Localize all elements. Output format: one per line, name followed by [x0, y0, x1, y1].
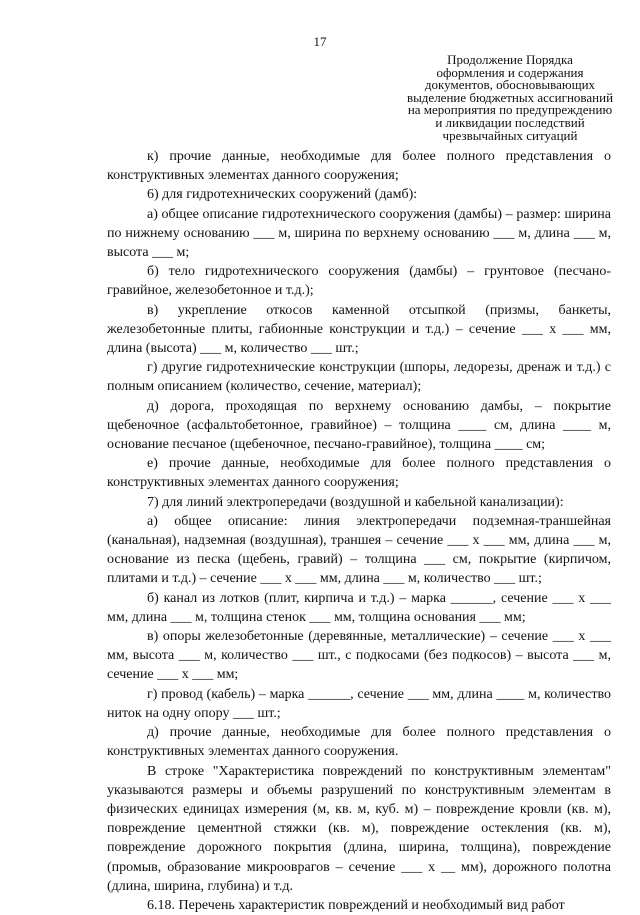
paragraph: В строке "Характеристика повреждений по конструктивным элементам" указываются размеры и объемы разрушений по конструктивным элементам в физических единицах измерения (м, кв. м, куб. м) – повреждение кровли (кв. м), повреждение цементной стяжки (кв. м), повреждение остекления (кв. м), повреждение дорожного покрытия (длина, ширина, толщина), повреждение (промыв, образование микрооврагов – сечение ___ х __ мм), дорожного полотна (длина, ширина, глубина) и т.д. [107, 763, 611, 894]
header-line: оформления и содержания [436, 64, 584, 80]
paragraph: б) канал из лотков (плит, кирпича и т.д.) – марка ______, сечение ___ х ___ мм, длина ___ м, толщина стенок ___ мм, толщина основания ___ мм; [107, 590, 611, 625]
header-line: и ликвидации последствий [435, 114, 585, 130]
page-number: 17 [313, 34, 327, 49]
paragraph: г) другие гидротехнические конструкции (шпоры, ледорезы, дренаж и т.д.) с полным описанием (количество, сечение, материал); [107, 360, 611, 395]
paragraph: а) общее описание: линия электропередачи подземная-траншейная (канальная), надземная (воздушная), траншея – сечение ___ х ___ мм, длина ___ м, основание из песка (щебень, гравий) – толщина ___ см, покрытие (кирпичом, плитами и т.д.) – сечение ___ х ___ мм, длина ___ м, количество ___ шт.; [107, 513, 611, 587]
paragraph: в) укрепление откосов каменной отсыпкой (призмы, банкеты, железобетонные плиты, габионные конструкции и т.д.) – сечение ___ х ___ мм, длина (высота) ___ м, количество ___ шт.; [107, 302, 611, 357]
paragraph: г) провод (кабель) – марка ______, сечение ___ мм, длина ____ м, количество ниток на одну опору ___ шт.; [107, 686, 611, 721]
paragraph: д) прочие данные, необходимые для более полного представления о конструктивных элементах данного сооружения. [107, 725, 611, 760]
paragraph: к) прочие данные, необходимые для более полного представления о конструктивных элементах данного сооружения; [107, 149, 611, 184]
header-line: документов, обосновывающих [424, 77, 596, 93]
paragraph: а) общее описание гидротехнического сооружения (дамбы) – размер: ширина по нижнему основанию ___ м, ширина по верхнему основанию ___ м, длина ___ м, высота ___ м; [107, 206, 611, 261]
paragraph: е) прочие данные, необходимые для более полного представления о конструктивных элементах данного сооружения; [107, 456, 611, 491]
paragraph: в) опоры железобетонные (деревянные, металлические) – сечение ___ х ___ мм, высота ___ м, количество ___ шт., с подкосами (без подкосов) – высота ___ м, сечение ___ х ___ мм; [107, 629, 611, 683]
document-header [392, 54, 628, 142]
paragraph: 7) для линий электропередачи (воздушной и кабельной канализации): [147, 494, 564, 510]
paragraph: д) дорога, проходящая по верхнему основанию дамбы, – покрытие щебеночное (асфальтобетонное, гравийное) – толщина ____ см, длина ____ м, основание песчаное (щебеночное, песчано-гравийное), толщина ____ см; [107, 398, 611, 453]
document-body [107, 147, 611, 915]
header-line: выделение бюджетных ассигнований [406, 89, 614, 105]
paragraph: 6) для гидротехнических сооружений (дамб): [147, 187, 418, 203]
header-line: Продолжение Порядка [447, 52, 573, 67]
paragraph: 6.18. Перечень характеристик повреждений и необходимый вид работ [147, 897, 565, 913]
header-line: на мероприятия по предупреждению [407, 102, 613, 118]
paragraph: б) тело гидротехнического сооружения (дамбы) – грунтовое (песчано-гравийное, железобетонное и т.д.); [107, 264, 611, 299]
header-line: чрезвычайных ситуаций [442, 127, 578, 143]
